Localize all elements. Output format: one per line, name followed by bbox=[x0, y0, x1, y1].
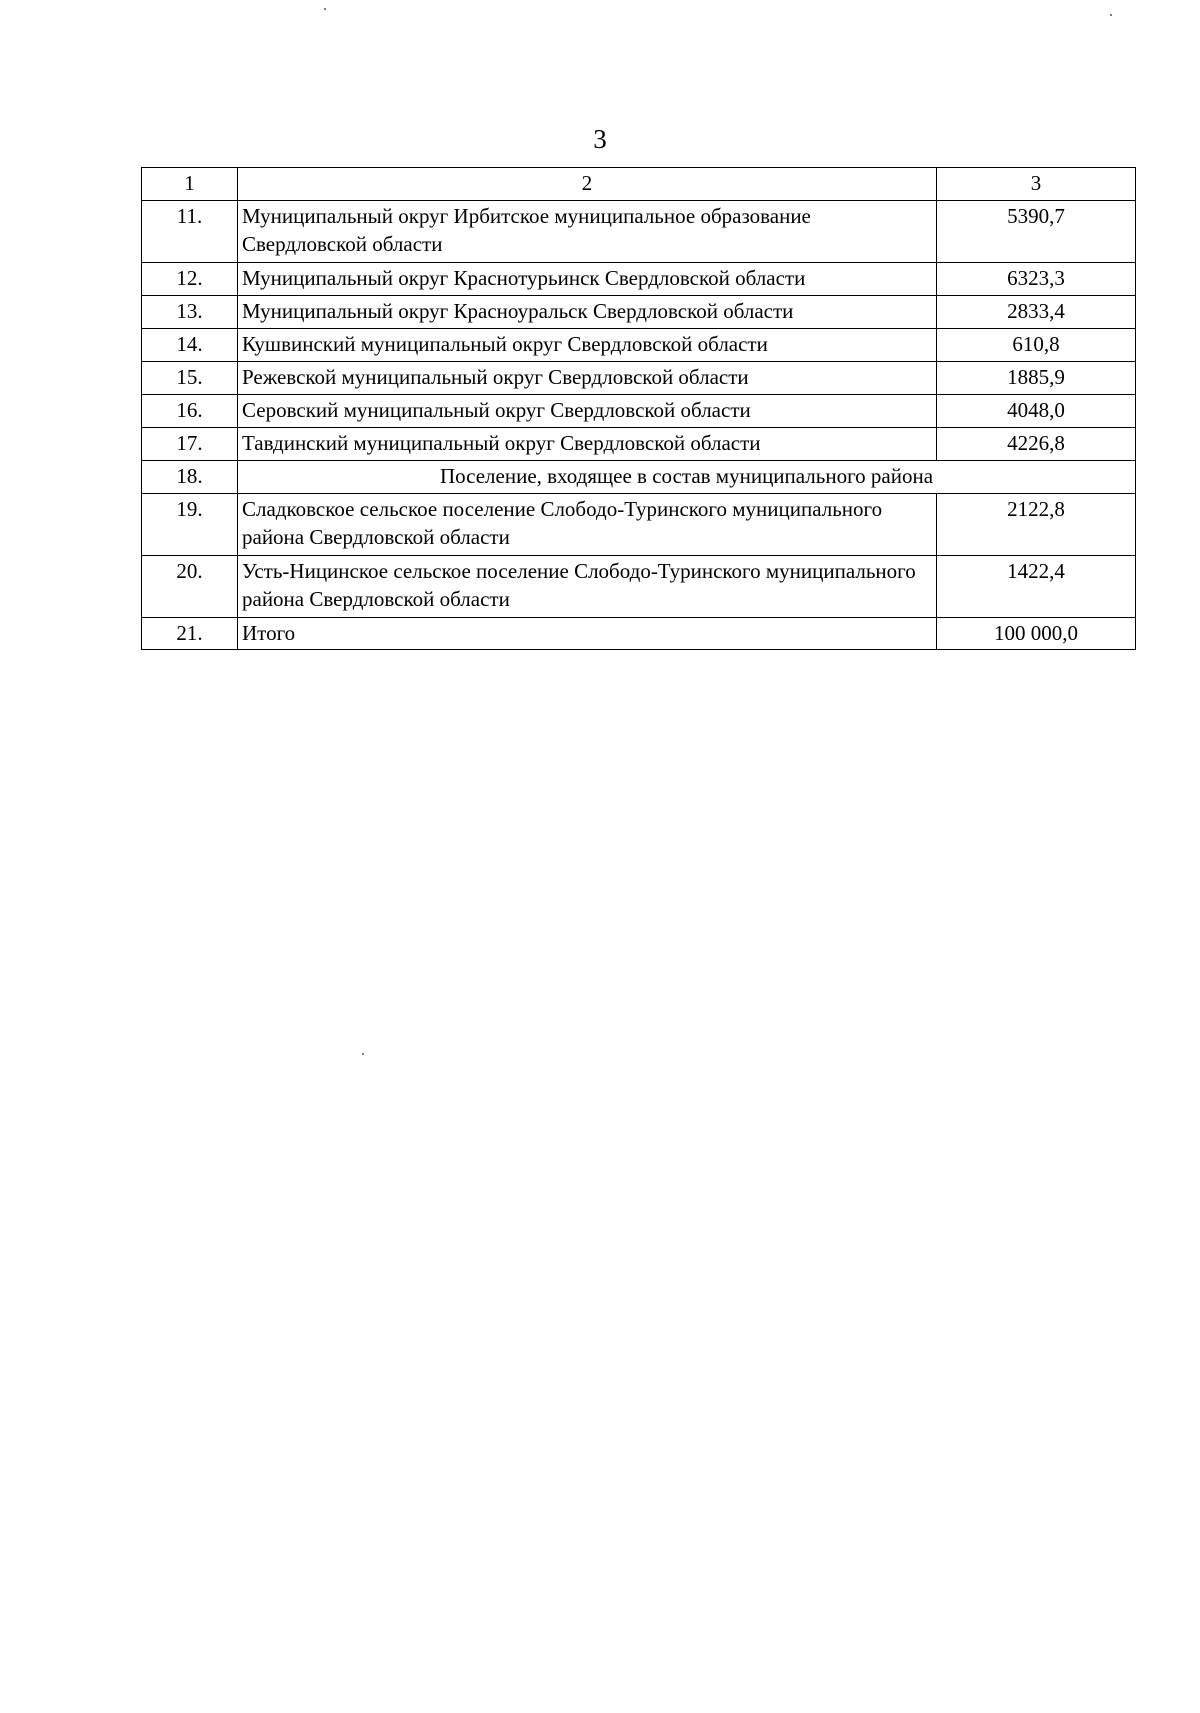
scan-speck bbox=[362, 1053, 364, 1055]
row-number: 11. bbox=[142, 201, 238, 263]
table-row bbox=[142, 556, 1136, 618]
row-number: 15. bbox=[142, 362, 238, 395]
amount-value: 610,8 bbox=[937, 329, 1136, 362]
table-header-row bbox=[142, 168, 1136, 201]
row-number: 19. bbox=[142, 494, 238, 556]
total-label: Итого bbox=[238, 618, 937, 650]
municipality-name: Сладковское сельское поселение Слободо-Туринского муниципального района Свердловской области bbox=[238, 494, 937, 556]
table-row bbox=[142, 329, 1136, 362]
amount-value: 1422,4 bbox=[937, 556, 1136, 618]
row-number: 17. bbox=[142, 428, 238, 461]
row-number: 13. bbox=[142, 296, 238, 329]
table-row bbox=[142, 263, 1136, 296]
municipality-name: Муниципальный округ Краснотурьинск Свердловской области bbox=[238, 263, 937, 296]
scan-speck bbox=[1110, 14, 1112, 16]
row-number: 18. bbox=[142, 461, 238, 494]
total-row bbox=[142, 618, 1136, 650]
row-number: 12. bbox=[142, 263, 238, 296]
municipality-name: Усть-Ницинское сельское поселение Слободо-Туринского муниципального района Свердловской области bbox=[238, 556, 937, 618]
municipality-name: Режевской муниципальный округ Свердловской области bbox=[238, 362, 937, 395]
table-row bbox=[142, 201, 1136, 263]
amount-value: 4226,8 bbox=[937, 428, 1136, 461]
table-row bbox=[142, 428, 1136, 461]
total-value: 100 000,0 bbox=[937, 618, 1136, 650]
row-number: 16. bbox=[142, 395, 238, 428]
section-row bbox=[142, 461, 1136, 494]
column-header-number: 1 bbox=[142, 168, 238, 201]
column-header-name: 2 bbox=[238, 168, 937, 201]
municipality-name: Кушвинский муниципальный округ Свердловской области bbox=[238, 329, 937, 362]
row-number: 21. bbox=[142, 618, 238, 650]
municipality-name: Муниципальный округ Красноуральск Свердловской области bbox=[238, 296, 937, 329]
scan-speck bbox=[324, 8, 326, 10]
amount-value: 4048,0 bbox=[937, 395, 1136, 428]
row-number: 20. bbox=[142, 556, 238, 618]
amount-value: 5390,7 bbox=[937, 201, 1136, 263]
municipality-name: Муниципальный округ Ирбитское муниципальное образование Свердловской области bbox=[238, 201, 937, 263]
column-header-amount: 3 bbox=[937, 168, 1136, 201]
table-row bbox=[142, 494, 1136, 556]
table-row bbox=[142, 296, 1136, 329]
amount-value: 2833,4 bbox=[937, 296, 1136, 329]
municipality-name: Серовский муниципальный округ Свердловской области bbox=[238, 395, 937, 428]
table-row bbox=[142, 362, 1136, 395]
section-heading: Поселение, входящее в состав муниципального района bbox=[238, 461, 1136, 494]
amount-value: 1885,9 bbox=[937, 362, 1136, 395]
allocation-table bbox=[141, 167, 1136, 650]
municipality-name: Тавдинский муниципальный округ Свердловской области bbox=[238, 428, 937, 461]
table-row bbox=[142, 395, 1136, 428]
row-number: 14. bbox=[142, 329, 238, 362]
amount-value: 2122,8 bbox=[937, 494, 1136, 556]
page-number: 3 bbox=[593, 124, 607, 154]
amount-value: 6323,3 bbox=[937, 263, 1136, 296]
